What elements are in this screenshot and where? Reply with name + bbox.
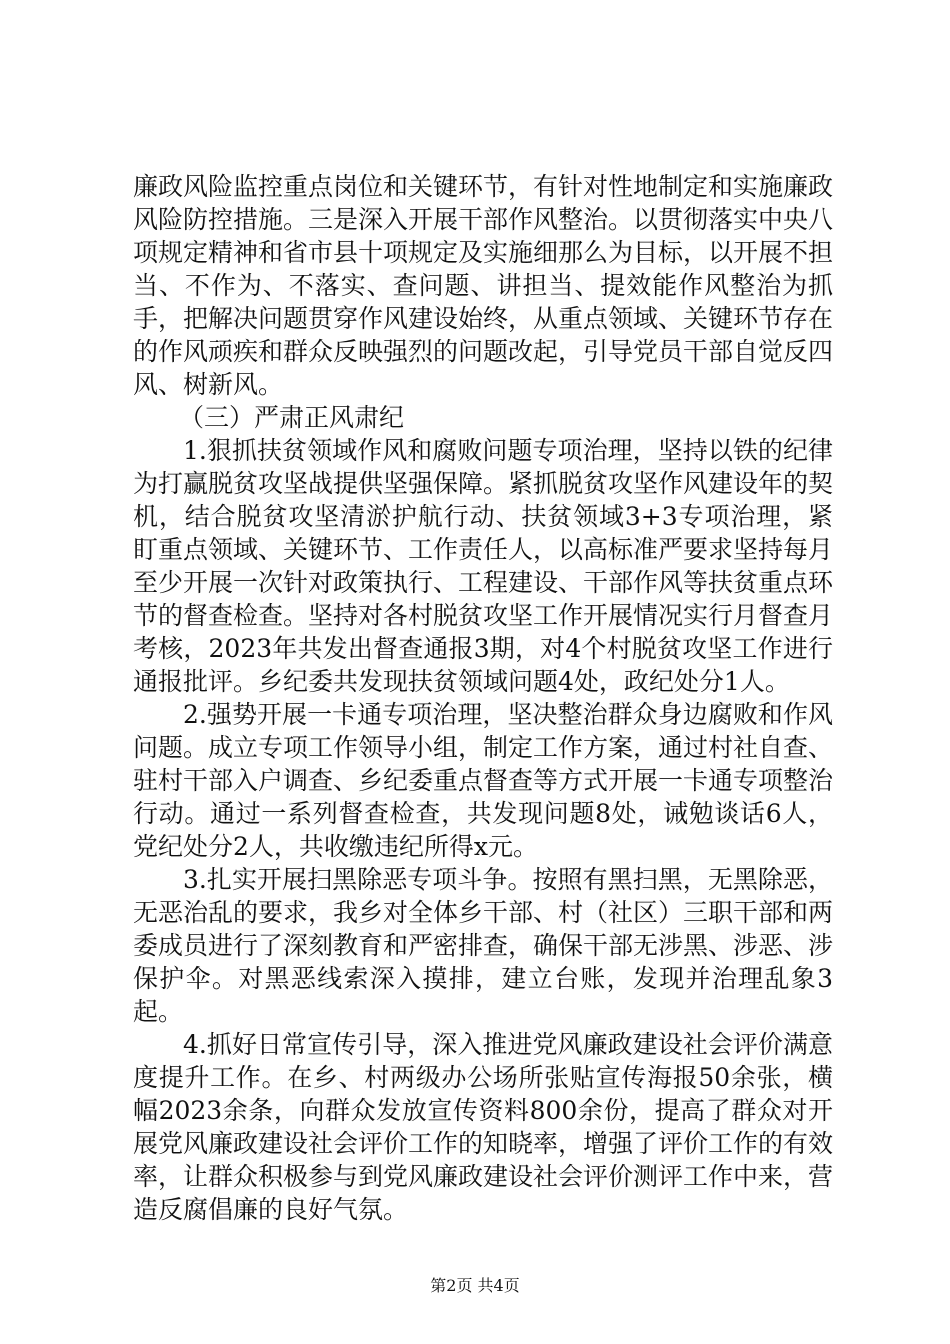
paragraph-item-2: 2.强势开展一卡通专项治理，坚决整治群众身边腐败和作风问题。成立专项工作领导小组，制定工作方案，通过村社自查、驻村干部入户调查、乡纪委重点督查等方式开展一卡通专项整治行动。通过一系列督查检查，共发现问题8处，诫勉谈话6人，党纪处分2人，共收缴违纪所得x元。 xyxy=(133,700,834,861)
page-number-footer: 第2页 共4页 xyxy=(430,1276,520,1295)
paragraph-item-1: 1.狠抓扶贫领域作风和腐败问题专项治理，坚持以铁的纪律为打赢脱贫攻坚战提供坚强保障。紧抓脱贫攻坚作风建设年的契机，结合脱贫攻坚清淤护航行动、扶贫领域3+3专项治理，紧盯重点领域、关键环节、工作责任人，以高标准严要求坚持每月至少开展一次针对政策执行、工程建设、干部作风等扶贫重点环节的督查检查。坚持对各村脱贫攻坚工作开展情况实行月督查月考核，2023年共发出督查通报3期，对4个村脱贫攻坚工作进行通报批评。乡纪委共发现扶贫领域问题4处，政纪处分1人。 xyxy=(133,436,834,696)
document-body xyxy=(133,170,833,1226)
paragraph-item-3: 3.扎实开展扫黑除恶专项斗争。按照有黑扫黑，无黑除恶，无恶治乱的要求，我乡对全体乡干部、村（社区）三职干部和两委成员进行了深刻教育和严密排查，确保干部无涉黑、涉恶、涉保护伞。对黑恶线索深入摸排，建立台账，发现并治理乱象3起。 xyxy=(133,865,834,1026)
paragraph-risk-control: 廉政风险监控重点岗位和关键环节，有针对性地制定和实施廉政风险防控措施。三是深入开展干部作风整治。以贯彻落实中央八项规定精神和省市县十项规定及实施细那么为目标，以开展不担当、不作为、不落实、查问题、讲担当、提效能作风整治为抓手，把解决问题贯穿作风建设始终，从重点领域、关键环节存在的作风顽疾和群众反映强烈的问题改起，引导党员干部自觉反四风、树新风。 xyxy=(133,172,834,399)
paragraph-item-4: 4.抓好日常宣传引导，深入推进党风廉政建设社会评价满意度提升工作。在乡、村两级办公场所张贴宣传海报50余张，横幅2023余条，向群众发放宣传资料800余份，提高了群众对开展党风廉政建设社会评价工作的知晓率，增强了评价工作的有效率，让群众积极参与到党风廉政建设社会评价测评工作中来，营造反腐倡廉的良好气氛。 xyxy=(133,1030,834,1224)
section-heading: （三）严肃正风肃纪 xyxy=(179,403,405,432)
